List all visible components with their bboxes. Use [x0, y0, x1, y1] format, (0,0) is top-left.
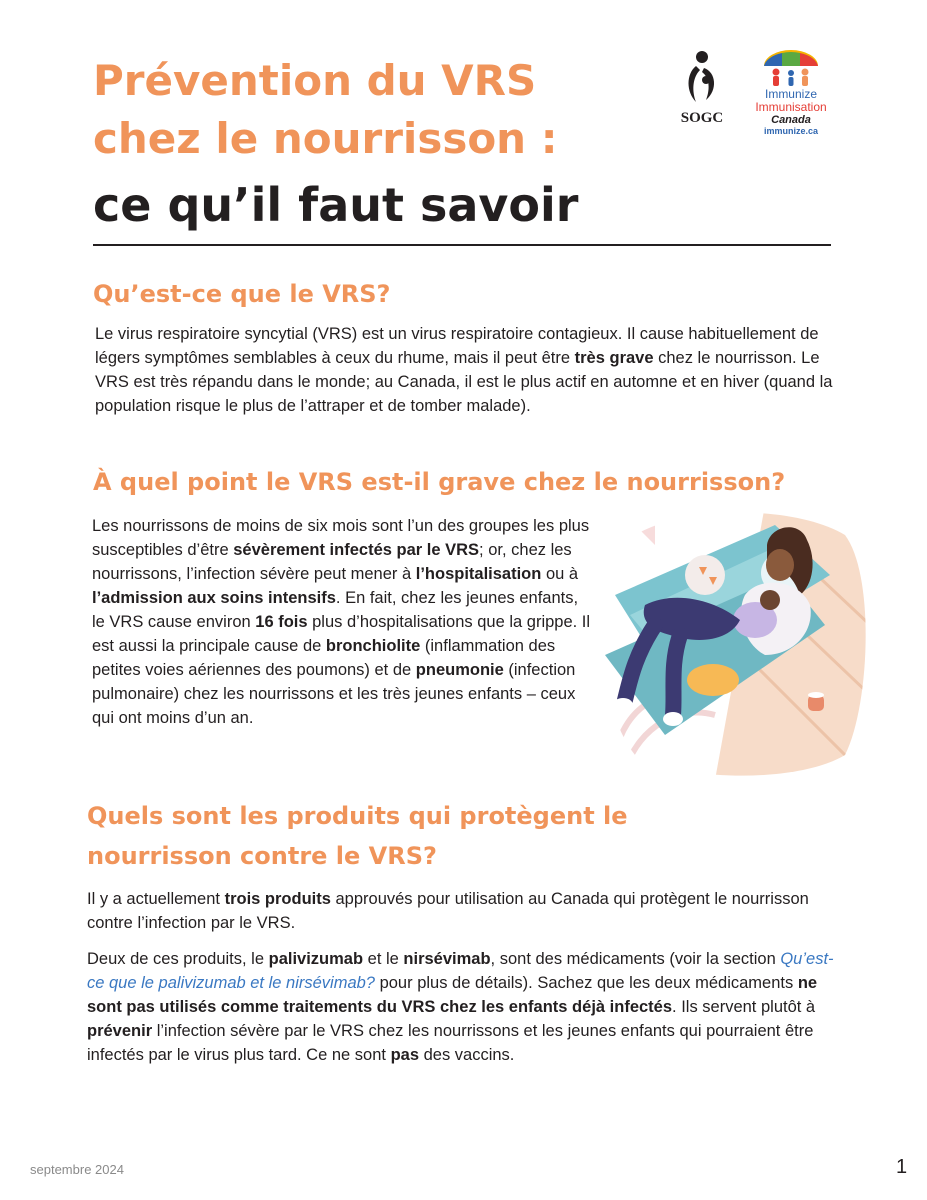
bold-text: nirsévimab [403, 950, 491, 968]
text-run: l’infection sévère par le VRS chez les nourrissons et les jeunes enfants qui pourraient être infectés par le virus plus tard. Ce ne sont [87, 1022, 814, 1064]
bold-text: trois produits [224, 890, 331, 908]
bold-text: l’hospitalisation [415, 565, 542, 583]
canada-label: Canada [771, 114, 811, 126]
bold-text: sévèrement infectés par le VRS [233, 541, 480, 559]
title-line-2: chez le nourrisson : [93, 114, 558, 163]
bold-text: pneumonie [415, 661, 504, 679]
sogc-logo [672, 50, 732, 132]
page-number: 1 [896, 1156, 908, 1178]
section-paragraph-what-is-rsv [95, 322, 840, 418]
immunize-canada-logo [748, 48, 834, 134]
mother-and-baby-illustration [595, 505, 870, 780]
text-run: . En fait, chez les jeunes enfants, le VRS cause environ [92, 589, 579, 631]
text-run: plus d’hospitalisations que la grippe. Il est aussi la principale cause de [92, 613, 591, 655]
bold-text: ne sont pas utilisés comme traitements du VRS chez les enfants déjà infectés [87, 974, 818, 1016]
text-run: . Ils servent plutôt à [672, 998, 816, 1016]
text-run: (infection pulmonaire) chez les nourrissons et les très jeunes enfants – ceux qui ont moins d’un an. [92, 661, 576, 727]
section-heading-what-is-rsv: Qu’est-ce que le VRS? [93, 280, 391, 308]
bold-text: bronchiolite [325, 637, 421, 655]
text-run: ; or, chez les nourrissons, l’infection sévère peut mener à [92, 541, 572, 583]
text-run: et le [363, 950, 404, 968]
text-run: ou à [541, 565, 579, 583]
text-run: des vaccins. [419, 1046, 515, 1064]
bold-text: prévenir [87, 1022, 153, 1040]
text-run: pour plus de détails). Sachez que les deux médicaments [375, 974, 798, 992]
section-heading-products: Quels sont les produits qui protègent le nourrisson contre le VRS? [87, 802, 628, 870]
text-run: Il y a actuellement [87, 890, 225, 908]
bold-text: pas [390, 1046, 420, 1064]
website-label: immunize.ca [763, 126, 819, 136]
section-paragraph-products [87, 887, 837, 935]
text-run: , sont des médicaments (voir la section [490, 950, 781, 968]
immunize-label: Immunize [764, 87, 817, 101]
text-run: Les nourrissons de moins de six mois sont l’un des groupes les plus susceptibles d’être [92, 517, 590, 559]
bold-text: l’admission aux soins intensifs [92, 589, 336, 607]
umbrella-family-icon [760, 48, 822, 88]
immunisation-label: Immunisation [755, 100, 827, 114]
title-line-1: Prévention du VRS [93, 56, 537, 105]
section-paragraph-medications [87, 947, 847, 1067]
footer-date: septembre 2024 [30, 1162, 124, 1177]
text-run: approuvés pour utilisation au Canada qui protègent le nourrisson contre l’infection par le VRS. [87, 890, 809, 932]
document-title [93, 52, 653, 234]
bold-text: 16 fois [255, 613, 308, 631]
sogc-figure-icon [682, 50, 722, 108]
text-run: Le virus respiratoire syncytial (VRS) est un virus respiratoire contagieux. Il cause habituellement de légers symptômes semblables à ceux du rhume, mais il peut être [95, 325, 819, 367]
bold-text: très grave [574, 349, 654, 367]
text-run: (inflammation des petites voies aériennes des poumons) et de [92, 637, 556, 679]
title-divider [93, 244, 831, 246]
sogc-label: SOGC [680, 110, 724, 126]
bold-text: palivizumab [268, 950, 364, 968]
section-paragraph-severity [92, 514, 592, 730]
section-heading-severity: À quel point le VRS est-il grave chez le nourrisson? [93, 468, 786, 496]
text-run: Deux de ces produits, le [87, 950, 269, 968]
text-run: chez le nourrisson. Le VRS est très répandu dans le monde; au Canada, il est le plus actif en automne et en hiver (quand la population risque le plus de l’attraper et de tomber malade). [95, 349, 833, 415]
title-line-3: ce qu’il faut savoir [93, 178, 579, 232]
section-link[interactable]: Qu’est-ce que le palivizumab et le nirsévimab? [87, 950, 834, 992]
